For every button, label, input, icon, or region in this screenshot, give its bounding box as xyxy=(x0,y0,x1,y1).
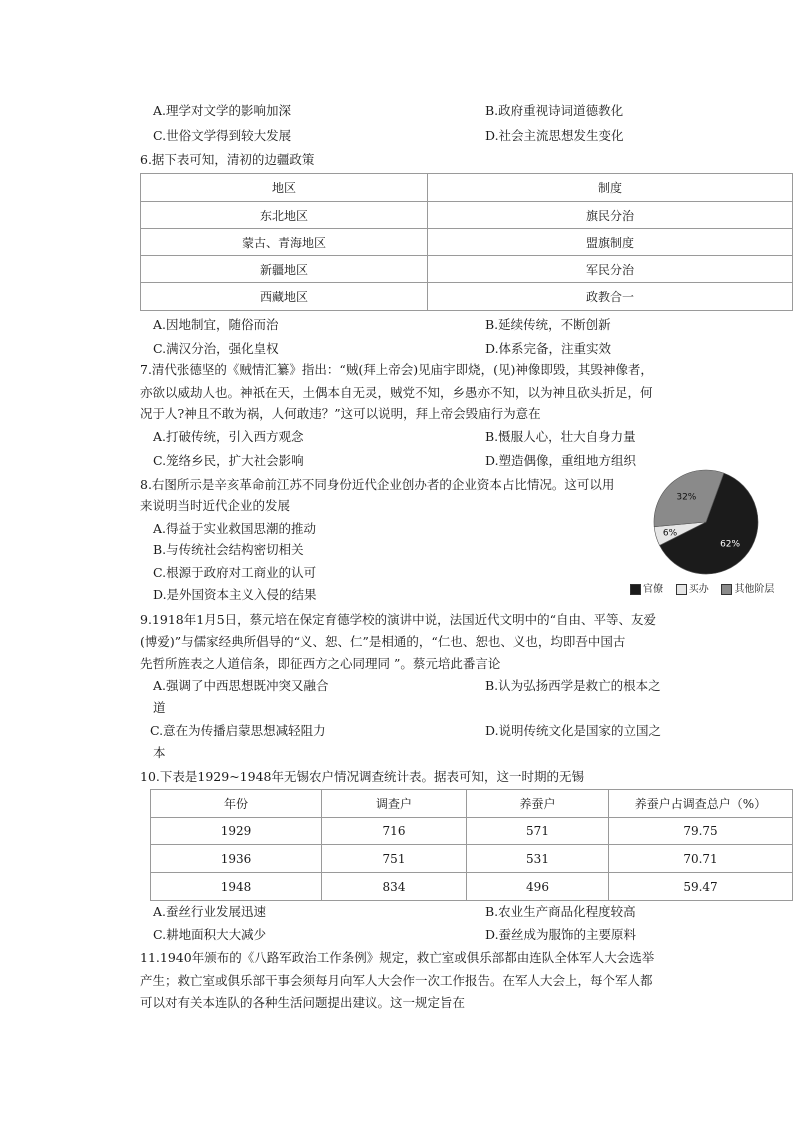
q7-option-c: C.笼络乡民，扩大社会影响 xyxy=(153,453,304,468)
table-cell: 716 xyxy=(322,818,467,845)
table-row xyxy=(141,202,793,229)
legend-label: 官僚 xyxy=(643,584,663,595)
q8-option-b: B.与传统社会结构密切相关 xyxy=(153,542,304,557)
pie-slice-label: 6% xyxy=(662,528,678,539)
q7-stem-line-3: 况于人?神且不敢为祸，人何敢违？”这可以说明，拜上帝会毁庙行为意在 xyxy=(140,406,541,421)
table-cell: 新疆地区 xyxy=(141,256,428,283)
table-cell: 59.47 xyxy=(609,873,793,901)
q6-option-c: C.满汉分治，强化皇权 xyxy=(153,341,279,356)
table-cell: 79.75 xyxy=(609,818,793,845)
table-row xyxy=(141,283,793,311)
q9-option-b-cont: 道 xyxy=(153,700,166,715)
q11-stem-line-1: 11.1940年颁布的《八路军政治工作条例》规定，救亡室或俱乐部都由连队全体军人大会选举 xyxy=(140,950,655,965)
q8-option-c: C.根源于政府对工商业的认可 xyxy=(153,565,317,580)
table-cell: 军民分治 xyxy=(428,256,793,283)
table-cell: 834 xyxy=(322,873,467,901)
table-cell: 盟旗制度 xyxy=(428,229,793,256)
capital-share-pie-chart xyxy=(640,466,770,578)
table-row xyxy=(151,873,793,901)
q7-stem-line-1: 7.清代张德坚的《贼情汇纂》指出：“贼(拜上帝会)见庙宇即烧，(见)神像即毁，其毁神像者， xyxy=(140,362,653,377)
table-header-row xyxy=(141,174,793,202)
q6-table xyxy=(140,173,793,311)
pie-legend xyxy=(630,580,774,595)
table-cell: 政教合一 xyxy=(428,283,793,311)
table-cell: 571 xyxy=(467,818,609,845)
legend-item xyxy=(721,584,774,595)
table-row xyxy=(151,845,793,873)
table-cell: 1948 xyxy=(151,873,322,901)
q10-option-a: A.蚕丝行业发展迅速 xyxy=(153,904,267,919)
q10-option-b: B.农业生产商品化程度较高 xyxy=(485,904,636,919)
table-cell: 1929 xyxy=(151,818,322,845)
q9-stem-line-1: 9.1918年1月5日，蔡元培在保定育德学校的演讲中说，法国近代文明中的“自由、平等、友爱 xyxy=(140,612,657,627)
table-cell: 蒙古、青海地区 xyxy=(141,229,428,256)
q6-option-d: D.体系完备，注重实效 xyxy=(485,341,612,356)
table-cell: 70.71 xyxy=(609,845,793,873)
q5-option-b: B.政府重视诗词道德教化 xyxy=(485,103,624,118)
table-cell: 1936 xyxy=(151,845,322,873)
q5-option-a: A.理学对文学的影响加深 xyxy=(153,103,292,118)
q7-option-b: B.慑服人心，壮大自身力量 xyxy=(485,429,636,444)
table-header-cell: 制度 xyxy=(428,174,793,202)
q9-option-a: A.强调了中西思想既冲突又融合 xyxy=(153,678,329,693)
legend-item xyxy=(630,584,663,595)
q10-stem: 10.下表是1929~1948年无锡农户情况调查统计表。据表可知，这一时期的无锡 xyxy=(140,769,584,784)
q11-stem-line-3: 可以对有关本连队的各种生活问题提出建议。这一规定旨在 xyxy=(140,995,466,1010)
table-header-row xyxy=(151,790,793,818)
q7-stem-line-2: 亦欲以威劫人也。神祇在天，土偶本自无灵，贼党不知，乡愚亦不知，以为神且砍头折足，何 xyxy=(140,385,653,400)
q9-option-d-cont: 本 xyxy=(153,745,166,760)
table-row xyxy=(141,256,793,283)
q5-option-d: D.社会主流思想发生变化 xyxy=(485,128,624,143)
legend-swatch xyxy=(676,584,687,595)
q9-option-d: D.说明传统文化是国家的立国之 xyxy=(485,723,662,738)
q10-option-c: C.耕地面积大大减少 xyxy=(153,927,267,942)
table-cell: 西藏地区 xyxy=(141,283,428,311)
table-row xyxy=(151,818,793,845)
q5-option-c: C.世俗文学得到较大发展 xyxy=(153,128,292,143)
table-header-cell: 养蚕户 xyxy=(467,790,609,818)
q10-option-d: D.蚕丝成为服饰的主要原料 xyxy=(485,927,637,942)
q7-option-a: A.打破传统，引入西方观念 xyxy=(153,429,304,444)
q9-option-b: B.认为弘扬西学是救亡的根本之 xyxy=(485,678,661,693)
legend-label: 买办 xyxy=(688,584,709,595)
table-header-cell: 养蚕户占调查总户（%） xyxy=(609,790,793,818)
q9-stem-line-2: (博爱)”与儒家经典所倡导的“义、恕、仁”是相通的，“仁也、恕也、义也，均即吾中国古 xyxy=(140,634,626,649)
q8-option-d: D.是外国资本主义入侵的结果 xyxy=(153,587,317,602)
pie-slice-label: 32% xyxy=(676,492,697,503)
table-cell: 东北地区 xyxy=(141,202,428,229)
q9-option-c: C.意在为传播启蒙思想减轻阻力 xyxy=(150,723,326,738)
q6-option-a: A.因地制宜，随俗而治 xyxy=(153,317,279,332)
q8-stem-line-2: 来说明当时近代企业的发展 xyxy=(140,498,291,513)
table-cell: 旗民分治 xyxy=(428,202,793,229)
legend-item xyxy=(676,584,709,595)
legend-swatch xyxy=(721,584,732,595)
q8-stem-line-1: 8.右图所示是辛亥革命前江苏不同身份近代企业创办者的企业资本占比情况。这可以用 xyxy=(140,477,615,492)
legend-swatch xyxy=(630,584,641,595)
table-cell: 751 xyxy=(322,845,467,873)
q6-stem: 6.据下表可知，清初的边疆政策 xyxy=(140,152,315,167)
q10-table xyxy=(150,789,793,901)
q8-option-a: A.得益于实业救国思潮的推动 xyxy=(153,521,317,536)
pie-slice-label: 62% xyxy=(720,539,741,550)
q7-option-d: D.塑造偶像，重组地方组织 xyxy=(485,453,637,468)
table-row xyxy=(141,229,793,256)
q6-option-b: B.延续传统，不断创新 xyxy=(485,317,611,332)
legend-label: 其他阶层 xyxy=(734,584,775,595)
table-header-cell: 调查户 xyxy=(322,790,467,818)
table-header-cell: 年份 xyxy=(151,790,322,818)
table-cell: 496 xyxy=(467,873,609,901)
q11-stem-line-2: 产生；救亡室或俱乐部干事会须每月向军人大会作一次工作报告。在军人大会上，每个军人都 xyxy=(140,973,653,988)
table-cell: 531 xyxy=(467,845,609,873)
table-header-cell: 地区 xyxy=(141,174,428,202)
q9-stem-line-3: 先哲所旌表之人道信条，即征西方之心同理同 ”。蔡元培此番言论 xyxy=(140,656,501,671)
